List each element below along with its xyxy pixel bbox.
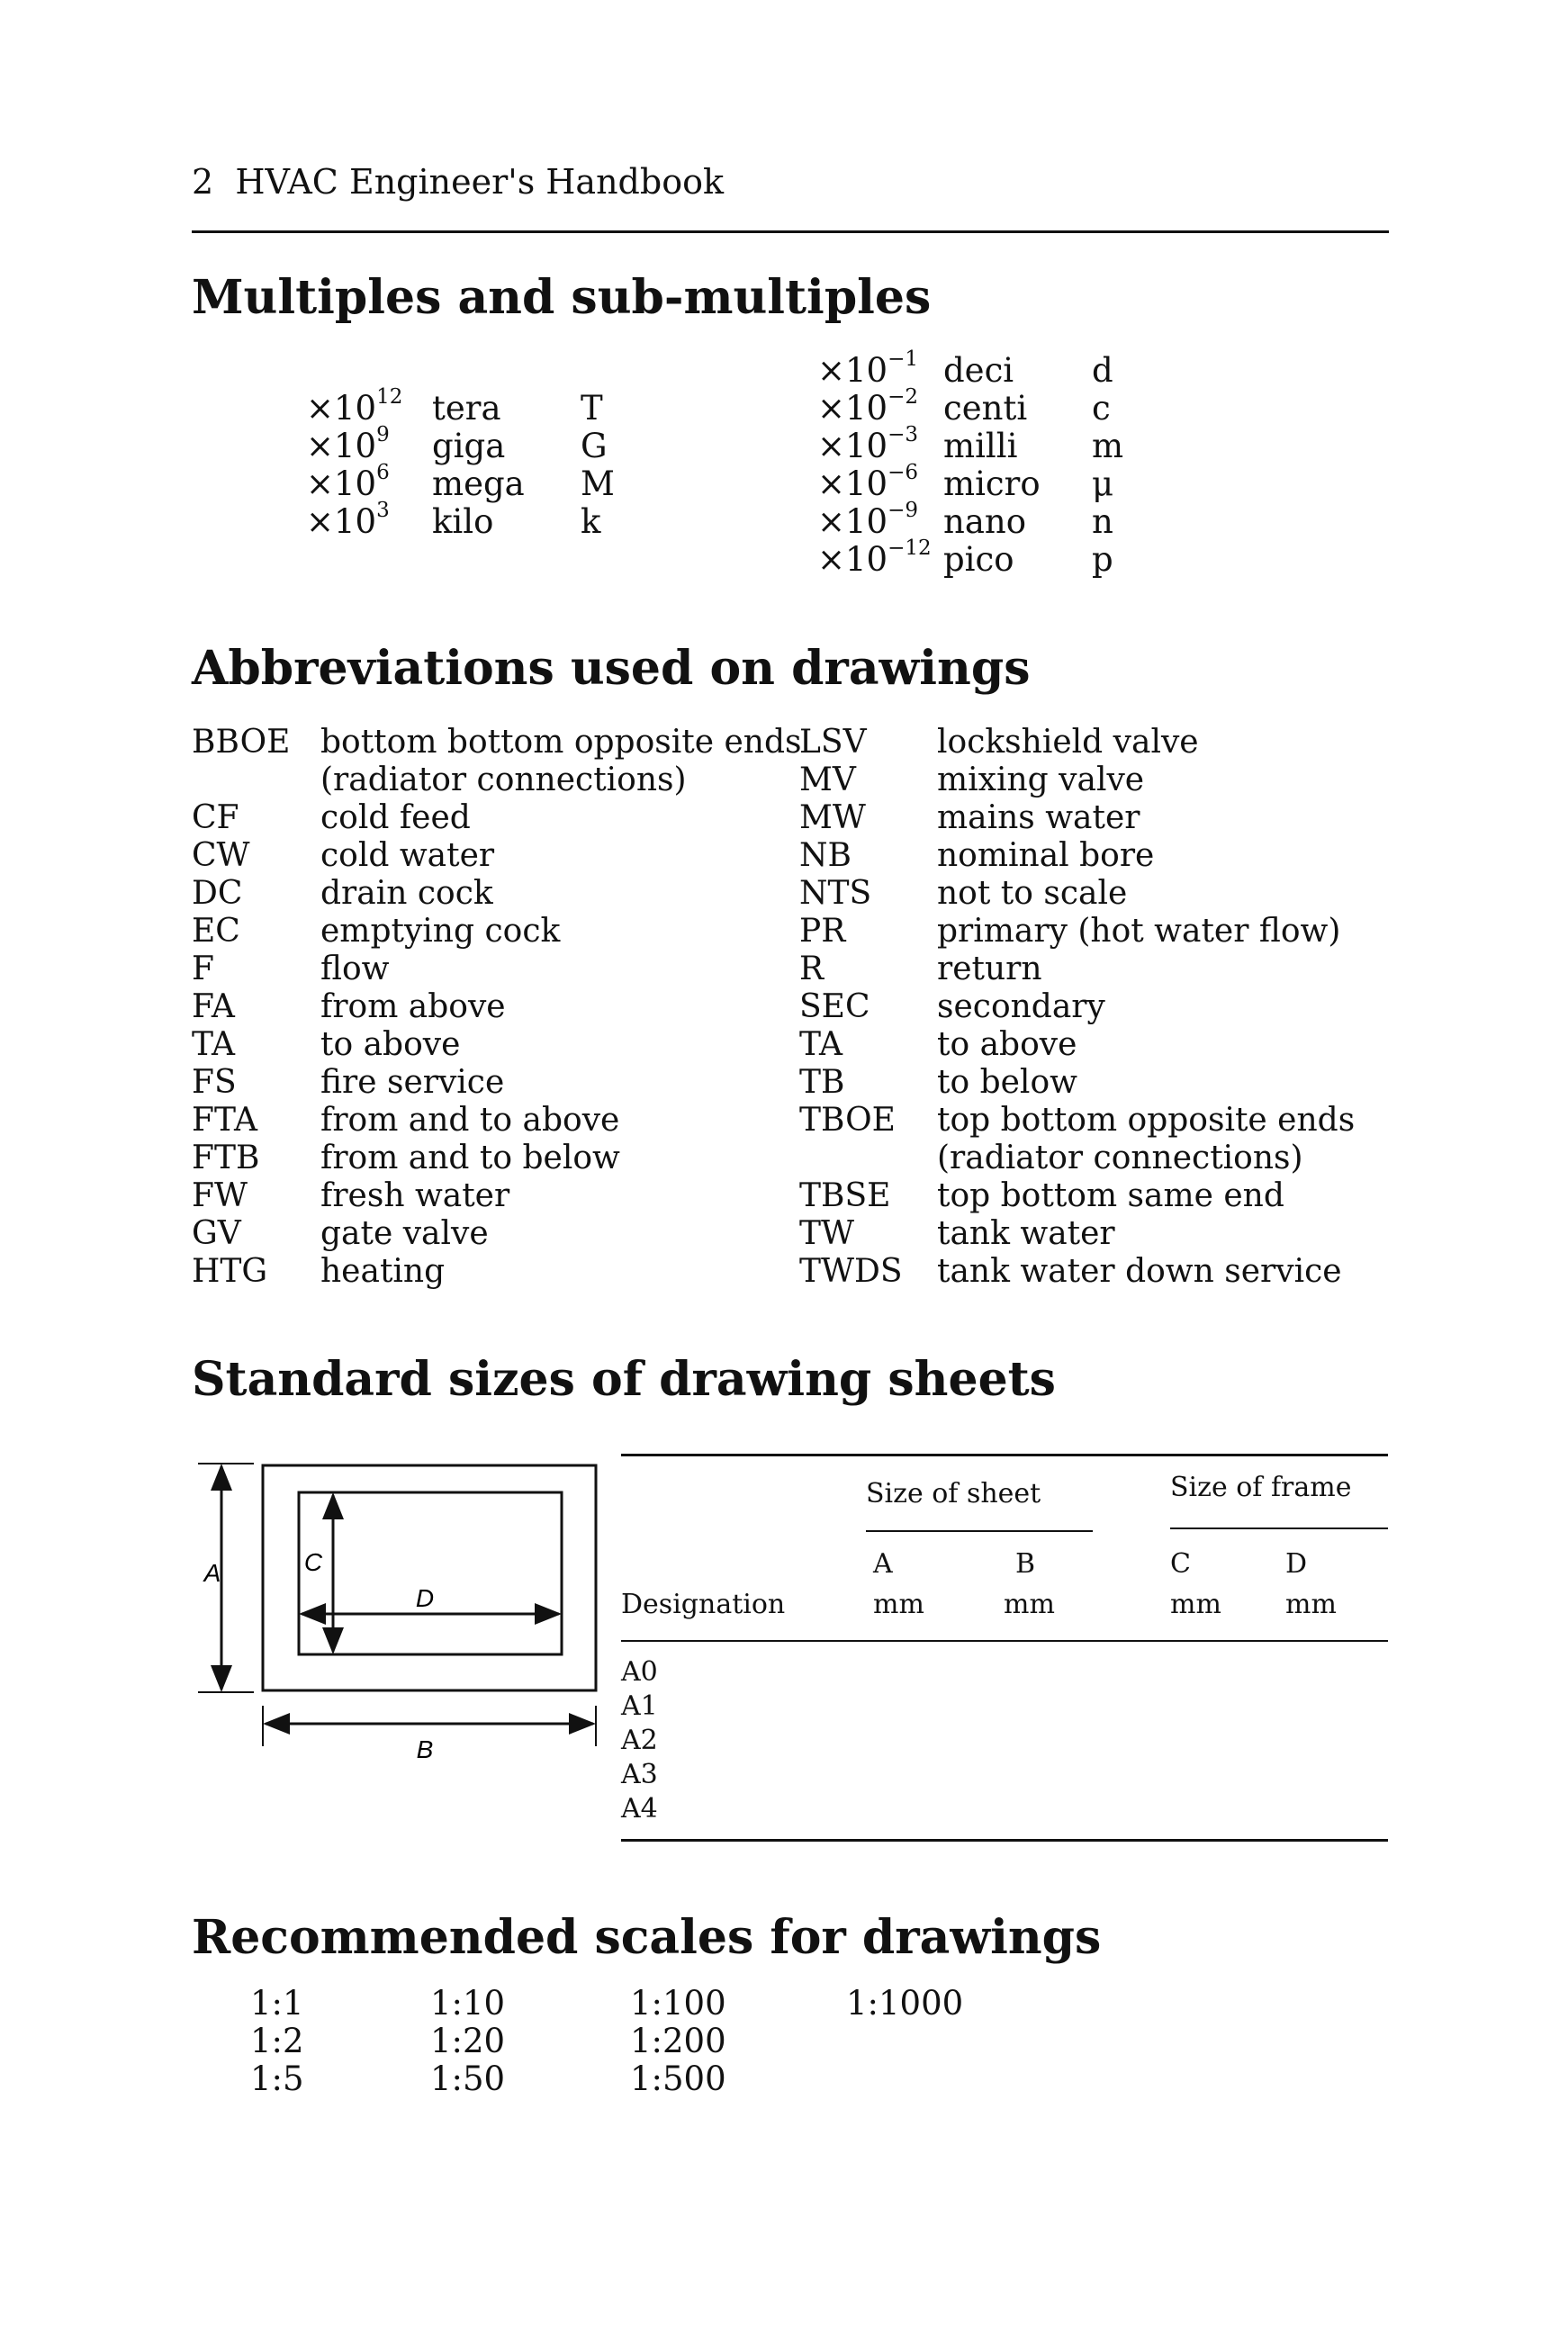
multiplier-factor [817, 423, 918, 465]
abbreviation-code: CF [192, 799, 239, 836]
factor-exponent: 3 [376, 499, 390, 522]
abbreviation-code: FTA [192, 1102, 258, 1139]
prefix-name: pico [943, 540, 1014, 579]
prefix-symbol: G [581, 427, 608, 465]
abbreviation-code: TBOE [799, 1102, 896, 1139]
section-title-multiples: Multiples and sub-multiples [192, 270, 932, 325]
unit-b: mm [1004, 1589, 1055, 1620]
factor-exponent: 9 [376, 423, 390, 446]
abbreviation-code: BBOE [192, 724, 291, 761]
abbreviation-meaning: flow [320, 951, 390, 987]
dimension-label-c: C [303, 1548, 323, 1576]
sheet-cell-designation: A0 [621, 1656, 658, 1688]
col-header-a: A [873, 1548, 893, 1580]
table-rule-bottom [621, 1839, 1388, 1842]
multiplier-factor [306, 461, 390, 503]
scale-value: 1:50 [430, 2059, 506, 2098]
scale-value: 1:500 [630, 2059, 726, 2098]
factor-exponent: −9 [888, 499, 918, 522]
abbreviation-meaning: primary (hot water flow) [937, 913, 1341, 950]
factor-base: ×10 [817, 427, 888, 465]
prefix-name: giga [432, 427, 506, 465]
multiplier-factor [817, 499, 918, 541]
scale-value: 1:5 [250, 2059, 304, 2098]
abbreviation-meaning: mixing valve [937, 761, 1145, 798]
abbreviation-meaning: from and to below [320, 1140, 620, 1176]
multiplier-factor [306, 499, 390, 541]
abbreviation-code: FA [192, 988, 235, 1025]
abbreviation-code: MV [799, 761, 856, 798]
prefix-symbol: M [581, 464, 615, 503]
prefix-symbol: d [1092, 351, 1113, 390]
table-rule-top [621, 1454, 1388, 1456]
abbreviation-meaning: (radiator connections) [320, 761, 687, 798]
scale-value: 1:20 [430, 2022, 506, 2060]
abbreviation-meaning: nominal bore [937, 837, 1155, 874]
abbreviation-meaning: lockshield valve [937, 724, 1199, 761]
abbreviation-meaning: from and to above [320, 1102, 620, 1139]
abbreviation-meaning: return [937, 951, 1042, 987]
factor-base: ×10 [306, 389, 377, 428]
factor-base: ×10 [817, 351, 888, 390]
factor-base: ×10 [817, 389, 888, 428]
factor-exponent: −1 [888, 347, 918, 371]
sheet-outline [263, 1465, 596, 1690]
prefix-name: milli [943, 427, 1018, 465]
prefix-name: micro [943, 464, 1041, 503]
section-title-sheets: Standard sizes of drawing sheets [192, 1352, 1056, 1407]
abbreviation-code: TB [799, 1064, 845, 1101]
abbreviation-code: TBSE [799, 1177, 891, 1214]
abbreviation-meaning: to below [937, 1064, 1077, 1101]
factor-exponent: −3 [888, 423, 918, 446]
abbreviation-code: HTG [192, 1253, 268, 1290]
multiplier-factor [817, 385, 918, 428]
dimension-label-a: A [203, 1559, 221, 1587]
abbreviation-meaning: gate valve [320, 1215, 489, 1252]
abbreviation-code: FW [192, 1177, 248, 1214]
prefix-name: centi [943, 389, 1028, 428]
frame-outline [299, 1492, 562, 1654]
abbreviation-code: GV [192, 1215, 241, 1252]
group-header-frame: Size of frame [1170, 1472, 1352, 1503]
factor-base: ×10 [817, 502, 888, 541]
abbreviation-meaning: top bottom same end [937, 1177, 1284, 1214]
abbreviation-meaning: fire service [320, 1064, 505, 1101]
abbreviation-code: SEC [799, 988, 870, 1025]
multiplier-factor [306, 385, 403, 428]
unit-c: mm [1170, 1589, 1221, 1620]
prefix-symbol: μ [1092, 464, 1114, 503]
abbreviation-code: TA [192, 1026, 236, 1063]
sheet-cell-designation: A4 [621, 1793, 658, 1825]
abbreviation-code: CW [192, 837, 250, 874]
scale-value: 1:1 [250, 1984, 304, 2023]
running-head [192, 162, 724, 202]
dimension-label-b: B [416, 1735, 434, 1763]
abbreviation-code: MW [799, 799, 866, 836]
factor-base: ×10 [817, 540, 888, 579]
multiplier-factor [817, 461, 918, 503]
abbreviation-meaning: cold water [320, 837, 495, 874]
abbreviation-meaning: heating [320, 1253, 446, 1290]
unit-d: mm [1285, 1589, 1337, 1620]
prefix-name: nano [943, 502, 1026, 541]
abbreviation-meaning: (radiator connections) [937, 1140, 1303, 1176]
header-rule [192, 230, 1389, 233]
abbreviation-code: FS [192, 1064, 237, 1101]
prefix-name: tera [432, 389, 501, 428]
unit-a: mm [873, 1589, 924, 1620]
abbreviation-code: TWDS [799, 1253, 903, 1290]
abbreviation-meaning: mains water [937, 799, 1140, 836]
col-header-d: D [1285, 1548, 1308, 1580]
prefix-name: kilo [432, 502, 494, 541]
group-header-sheet: Size of sheet [866, 1478, 1041, 1509]
book-title: HVAC Engineer's Handbook [235, 162, 724, 202]
sheet-cell-designation: A2 [621, 1725, 658, 1756]
abbreviation-meaning: fresh water [320, 1177, 510, 1214]
sheet-cell-designation: A1 [621, 1690, 658, 1722]
factor-exponent: 12 [376, 385, 403, 409]
col-header-c: C [1170, 1548, 1191, 1580]
prefix-symbol: p [1092, 540, 1113, 579]
abbreviation-code: F [192, 951, 214, 987]
col-header-b: B [1015, 1548, 1036, 1580]
abbreviation-meaning: emptying cock [320, 913, 561, 950]
group-rule-sheet [866, 1530, 1093, 1532]
factor-base: ×10 [306, 502, 377, 541]
sheet-cell-designation: A3 [621, 1759, 658, 1790]
section-title-abbreviations: Abbreviations used on drawings [192, 641, 1031, 696]
abbreviation-code: TW [799, 1215, 855, 1252]
prefix-symbol: m [1092, 427, 1124, 465]
abbreviation-meaning: to above [320, 1026, 461, 1063]
abbreviation-meaning: cold feed [320, 799, 471, 836]
abbreviation-code: NTS [799, 875, 872, 912]
col-header-designation: Designation [621, 1589, 786, 1620]
table-rule-mid [621, 1640, 1388, 1642]
abbreviation-code: EC [192, 913, 240, 950]
multiplier-factor [817, 536, 932, 579]
group-rule-frame [1170, 1527, 1388, 1529]
section-title-scales: Recommended scales for drawings [192, 1910, 1102, 1965]
factor-exponent: 6 [376, 461, 390, 484]
abbreviation-meaning: from above [320, 988, 506, 1025]
abbreviation-meaning: top bottom opposite ends [937, 1102, 1356, 1139]
sheet-diagram [189, 1445, 612, 1769]
scale-value: 1:100 [630, 1984, 726, 2023]
abbreviation-code: R [799, 951, 825, 987]
prefix-symbol: n [1092, 502, 1113, 541]
abbreviation-code: DC [192, 875, 243, 912]
factor-exponent: −2 [888, 385, 918, 409]
factor-base: ×10 [306, 427, 377, 465]
abbreviation-code: FTB [192, 1140, 260, 1176]
abbreviation-meaning: secondary [937, 988, 1105, 1025]
prefix-symbol: c [1092, 389, 1111, 428]
dimension-label-d: D [415, 1584, 435, 1612]
prefix-symbol: T [581, 389, 603, 428]
abbreviation-meaning: tank water [937, 1215, 1115, 1252]
factor-exponent: −6 [888, 461, 918, 484]
abbreviation-code: NB [799, 837, 852, 874]
scale-value: 1:10 [430, 1984, 506, 2023]
abbreviation-code: LSV [799, 724, 867, 761]
abbreviation-meaning: not to scale [937, 875, 1128, 912]
multiplier-factor [817, 347, 918, 390]
factor-base: ×10 [306, 464, 377, 503]
prefix-name: mega [432, 464, 525, 503]
abbreviation-code: TA [799, 1026, 843, 1063]
abbreviation-meaning: tank water down service [937, 1253, 1342, 1290]
prefix-symbol: k [581, 502, 601, 541]
factor-exponent: −12 [888, 536, 932, 560]
multiplier-factor [306, 423, 390, 465]
scale-value: 1:1000 [846, 1984, 964, 2023]
factor-base: ×10 [817, 464, 888, 503]
abbreviation-meaning: bottom bottom opposite ends [320, 724, 802, 761]
abbreviation-code: PR [799, 913, 846, 950]
page-number: 2 [192, 162, 214, 202]
scale-value: 1:2 [250, 2022, 304, 2060]
prefix-name: deci [943, 351, 1014, 390]
scale-value: 1:200 [630, 2022, 726, 2060]
abbreviation-meaning: to above [937, 1026, 1077, 1063]
abbreviation-meaning: drain cock [320, 875, 493, 912]
